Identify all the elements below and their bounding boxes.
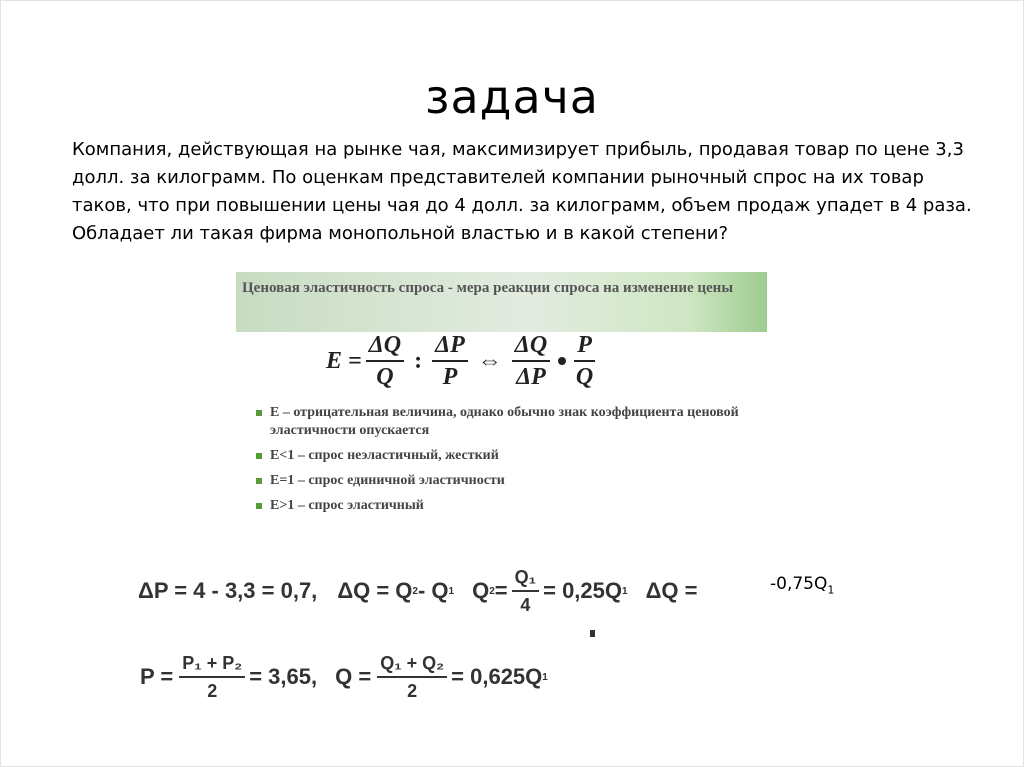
bullet-square-icon: [256, 453, 262, 459]
formula-equiv: ⇔: [477, 347, 502, 374]
formula-fraction-2: [432, 332, 468, 390]
elasticity-header-band: [236, 272, 767, 332]
elasticity-heading: Ценовая эластичность спроса - мера реакции спроса на изменение цены: [242, 280, 734, 296]
bullet-item: E<1 – спрос неэластичный, жесткий: [256, 447, 761, 465]
calc-dq-mid: - Q: [417, 578, 449, 603]
calc-dq-sub1: 2: [412, 585, 418, 597]
formula-multiply-dot: [558, 357, 566, 365]
calc-q-fraction: [377, 652, 447, 702]
calc-p-left: P =: [140, 664, 174, 689]
calc-q-right: = 0,625Q: [451, 664, 543, 689]
calc-dq2: ΔQ =: [645, 578, 698, 603]
elasticity-bullets: [256, 404, 761, 522]
calc-q-num: Q₁ + Q₂: [377, 652, 447, 678]
calc-q2-right-sub: 1: [622, 585, 628, 597]
task-text: Компания, действующая на рынке чая, максимизирует прибыль, продавая товар по цене 3,3 долл. за килограмм. По оценкам представителей компании рыночный спрос на их товар таков, что при повышении цены чая до 4 долл. за килограмм, объем продаж упадет в 4 раза. Обладает ли такая фирма монопольной властью и в какой степени?: [72, 139, 972, 244]
calc-q2-sub: 2: [489, 585, 495, 597]
formula-fraction-4: [574, 332, 595, 390]
calc-line-1: [138, 566, 697, 616]
calc-dp: ΔP = 4 - 3,3 = 0,7,: [138, 578, 318, 603]
calc-p-num: P₁ + P₂: [179, 652, 245, 678]
elasticity-info-image: [236, 272, 767, 530]
calc-q2-num: Q₁: [512, 566, 539, 592]
calc-q2-eq: =: [494, 578, 508, 603]
calc-dq-left: ΔQ = Q: [337, 578, 413, 603]
calc-q2-den: 4: [520, 595, 531, 615]
calc-q-den: 2: [407, 681, 418, 701]
formula-f1-num: ΔQ: [366, 332, 404, 362]
formula-colon: :: [414, 347, 423, 374]
calc-q2-left: Q: [472, 578, 490, 603]
formula-fraction-1: [366, 332, 404, 390]
calc-q-left: Q =: [335, 664, 372, 689]
formula-f3-num: ΔQ: [512, 332, 550, 362]
calc-result-sub: 1: [827, 583, 835, 597]
calc-p-den: 2: [207, 681, 218, 701]
bullet-item: E – отрицательная величина, однако обычно знак коэффициента ценовой эластичности опускается: [256, 404, 761, 440]
calc-line-2: [140, 652, 548, 702]
calc-p-fraction: [179, 652, 245, 702]
formula-f1-den: Q: [376, 364, 394, 390]
calc-dq-sub2: 1: [448, 585, 455, 597]
calc-result: [770, 574, 834, 596]
calc-q-right-sub: 1: [542, 671, 548, 683]
stray-mark: [590, 630, 595, 637]
formula-f4-num: P: [574, 332, 595, 362]
formula-f3-den: ΔP: [516, 364, 546, 390]
bullet-item: E>1 – спрос эластичный: [256, 497, 761, 515]
formula-f4-den: Q: [575, 364, 594, 390]
bullet-square-icon: [256, 478, 262, 484]
calc-q2-fraction: [512, 566, 539, 616]
bullet-square-icon: [256, 503, 262, 509]
calc-p-right: = 3,65,: [249, 664, 318, 689]
bullet-square-icon: [256, 410, 262, 416]
elasticity-formula: [326, 332, 599, 390]
calc-q2-right: = 0,25Q: [543, 578, 622, 603]
formula-fraction-3: [512, 332, 550, 390]
formula-lhs: E =: [326, 347, 362, 374]
formula-f2-den: P: [442, 364, 458, 390]
bullet-item: E=1 – спрос единичной эластичности: [256, 472, 761, 490]
formula-f2-num: ΔP: [432, 332, 468, 362]
slide-title: задача: [424, 70, 599, 124]
calc-result-main: -0,75Q: [770, 574, 828, 594]
